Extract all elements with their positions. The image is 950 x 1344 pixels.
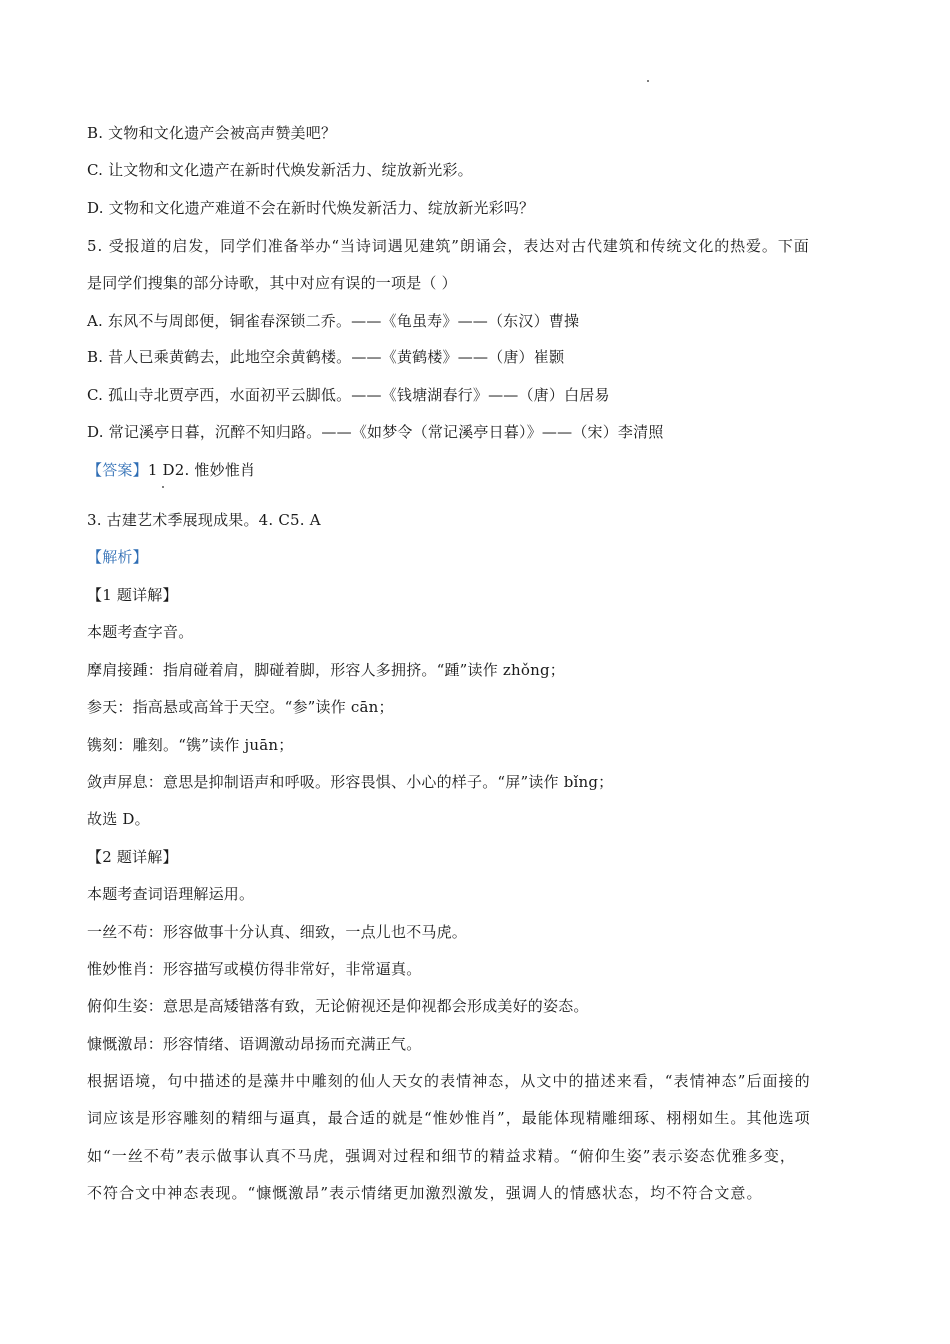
detail-2-heading: 【2 题详解】 (87, 848, 178, 866)
option-a-q5: A. 东风不与周郎便，铜雀春深锁二乔。——《龟虽寿》——（东汉）曹操 (87, 312, 580, 330)
detail-2-text: 慷慨激昂：形容情绪、语调激动昂扬而充满正气。 (87, 1035, 422, 1053)
answer-label: 【答案】 (87, 461, 148, 479)
detail-1-text: 本题考查字音。 (87, 623, 194, 641)
detail-2-text: 本题考查词语理解运用。 (87, 885, 255, 903)
detail-1-text: 摩肩接踵：指肩碰着肩，脚碰着脚，形容人多拥挤。“踵”读作 zhǒng； (87, 661, 565, 679)
detail-1-text: 故选 D。 (87, 810, 150, 828)
detail-1-heading: 【1 题详解】 (87, 586, 178, 604)
detail-2-paragraph: 词应该是形容雕刻的精细与逼真，最合适的就是“惟妙惟肖”，最能体现精雕细琢、栩栩如生。其他选项 (87, 1109, 811, 1127)
detail-2-text: 一丝不苟：形容做事十分认真、细致，一点儿也不马虎。 (87, 923, 468, 941)
answer-line-cont: 3. 古建艺术季展现成果。4. C5. A (87, 511, 321, 529)
detail-2-paragraph: 不符合文中神态表现。“慷慨激昂”表示情绪更加激烈激发，强调人的情感状态，均不符合文意。 (87, 1184, 763, 1202)
question-5-text: 5. 受报道的启发，同学们准备举办“当诗词遇见建筑”朗诵会，表达对古代建筑和传统文化的热爱。下面 (87, 237, 810, 255)
detail-2-text: 惟妙惟肖：形容描写或模仿得非常好，非常逼真。 (87, 960, 422, 978)
option-b-q5: B. 昔人已乘黄鹤去，此地空余黄鹤楼。——《黄鹤楼》——（唐）崔颢 (87, 348, 565, 366)
option-d-q5: D. 常记溪亭日暮，沉醉不知归路。——《如梦令（常记溪亭日暮）》——（宋）李清照 (87, 423, 664, 441)
option-b-q4: B. 文物和文化遗产会被高声赞美吧？ (87, 124, 337, 142)
detail-1-text: 镌刻：雕刻。“镌”读作 juān； (87, 736, 294, 754)
answer-line (87, 460, 255, 480)
detail-2-paragraph: 如“一丝不苟”表示做事认真不马虎，强调对过程和细节的精益求精。“俯仰生姿”表示姿态优雅多变， (87, 1147, 796, 1165)
decorative-dot (647, 80, 649, 82)
answer-text: 1 D2. 惟妙惟肖 (147, 461, 256, 479)
option-c-q4: C. 让文物和文化遗产在新时代焕发新活力、绽放新光彩。 (87, 161, 473, 179)
detail-2-paragraph: 根据语境，句中描述的是藻井中雕刻的仙人天女的表情神态，从文中的描述来看，“表情神态”后面接的 (87, 1072, 811, 1090)
option-c-q5: C. 孤山寺北贾亭西，水面初平云脚低。——《钱塘湖春行》——（唐）白居易 (87, 386, 610, 404)
question-5-text-cont: 是同学们搜集的部分诗歌，其中对应有误的一项是（ ） (87, 274, 457, 292)
detail-1-text: 参天：指高悬或高耸于天空。“参”读作 cān； (87, 698, 394, 716)
analysis-label: 【解析】 (87, 548, 148, 566)
option-d-q4: D. 文物和文化遗产难道不会在新时代焕发新活力、绽放新光彩吗？ (87, 199, 535, 217)
decorative-dot (162, 486, 164, 488)
detail-1-text: 敛声屏息：意思是抑制语声和呼吸。形容畏惧、小心的样子。“屏”读作 bǐng； (87, 773, 614, 791)
detail-2-text: 俯仰生姿：意思是高矮错落有致，无论俯视还是仰视都会形成美好的姿态。 (87, 997, 589, 1015)
